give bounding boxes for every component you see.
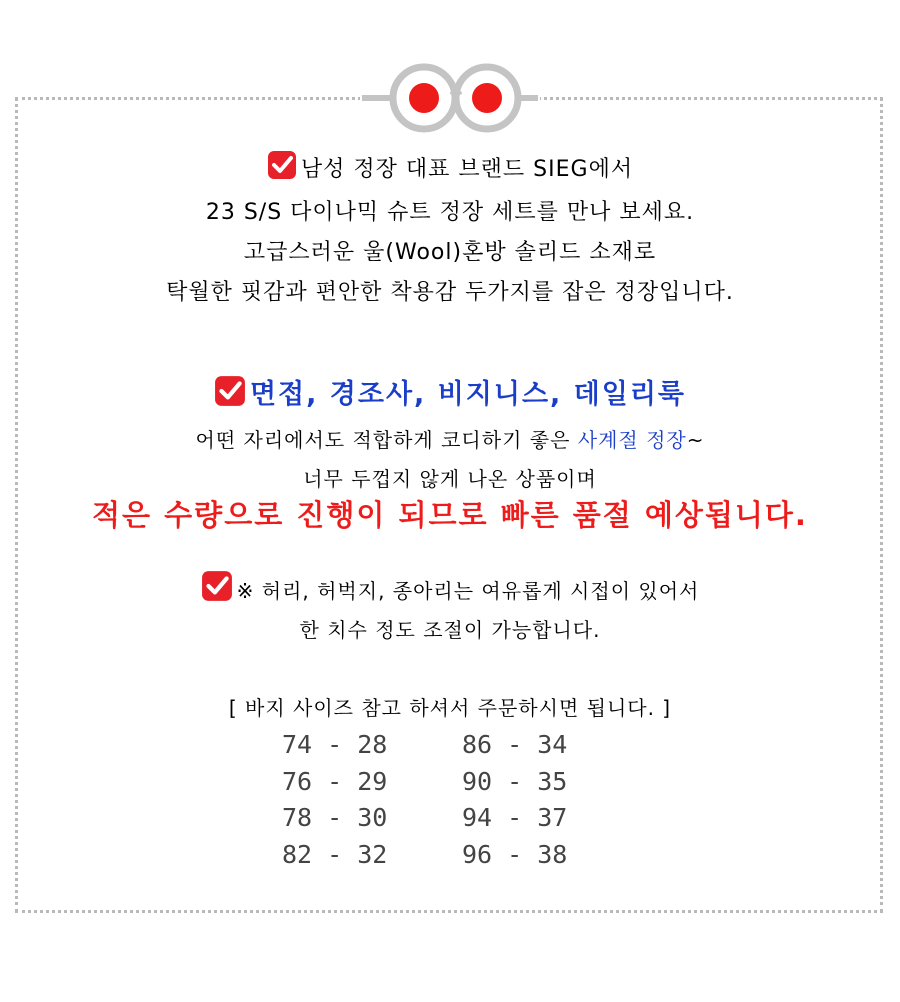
size-cell: 96 - 38	[462, 839, 568, 869]
note-line-1	[0, 570, 900, 604]
size-cell: 82 - 32	[282, 839, 388, 869]
usage-heading: 면접, 경조사, 비지니스, 데일리룩	[249, 379, 687, 410]
size-cell: 78 - 30	[282, 803, 388, 832]
usage-heading-line	[0, 372, 900, 411]
note-line-2: 한 치수 정도 조절이 가능합니다.	[299, 618, 601, 642]
size-row	[282, 800, 642, 837]
size-guide-title: [ 바지 사이즈 참고 하셔서 주문하시면 됩니다. ]	[228, 696, 672, 720]
size-cell: 94 - 37	[462, 803, 568, 832]
usage-line-1	[0, 424, 900, 453]
intro-line-1	[0, 150, 900, 183]
usage-line-1-text: 어떤 자리에서도 적합하게 코디하기 좋은	[195, 428, 578, 452]
size-cell: 86 - 34	[462, 730, 568, 759]
intro-line-3: 고급스러운 울(Wool)혼방 솔리드 소재로	[243, 240, 657, 265]
checkbox-icon	[214, 375, 246, 407]
note-text-1: ※ 허리, 허벅지, 종아리는 여유롭게 시접이 있어서	[236, 579, 700, 603]
size-cell: 74 - 28	[282, 730, 388, 759]
size-row	[282, 764, 642, 801]
size-row	[282, 837, 642, 874]
usage-line-2: 너무 두껍지 않게 나온 상품이며	[303, 467, 597, 491]
checkbox-icon	[201, 570, 233, 602]
glasses-icon	[360, 62, 540, 134]
checkbox-icon	[267, 150, 297, 180]
size-cell: 90 - 35	[462, 766, 568, 796]
season-highlight: 사계절 정장	[577, 428, 687, 452]
intro-line-4: 탁월한 핏감과 편안한 착용감 두가지를 잡은 정장입니다.	[166, 280, 734, 305]
size-table	[282, 727, 642, 873]
intro-text-1: 남성 정장 대표 브랜드 SIEG에서	[300, 157, 634, 182]
soldout-notice: 적은 수량으로 진행이 되므로 빠른 품절 예상됩니다.	[92, 498, 808, 532]
size-row	[282, 727, 642, 764]
tilde: ~	[686, 428, 705, 452]
size-cell: 76 - 29	[282, 766, 388, 796]
intro-line-2: 23 S/S 다이나믹 슈트 정장 세트를 만나 보세요.	[205, 200, 695, 225]
